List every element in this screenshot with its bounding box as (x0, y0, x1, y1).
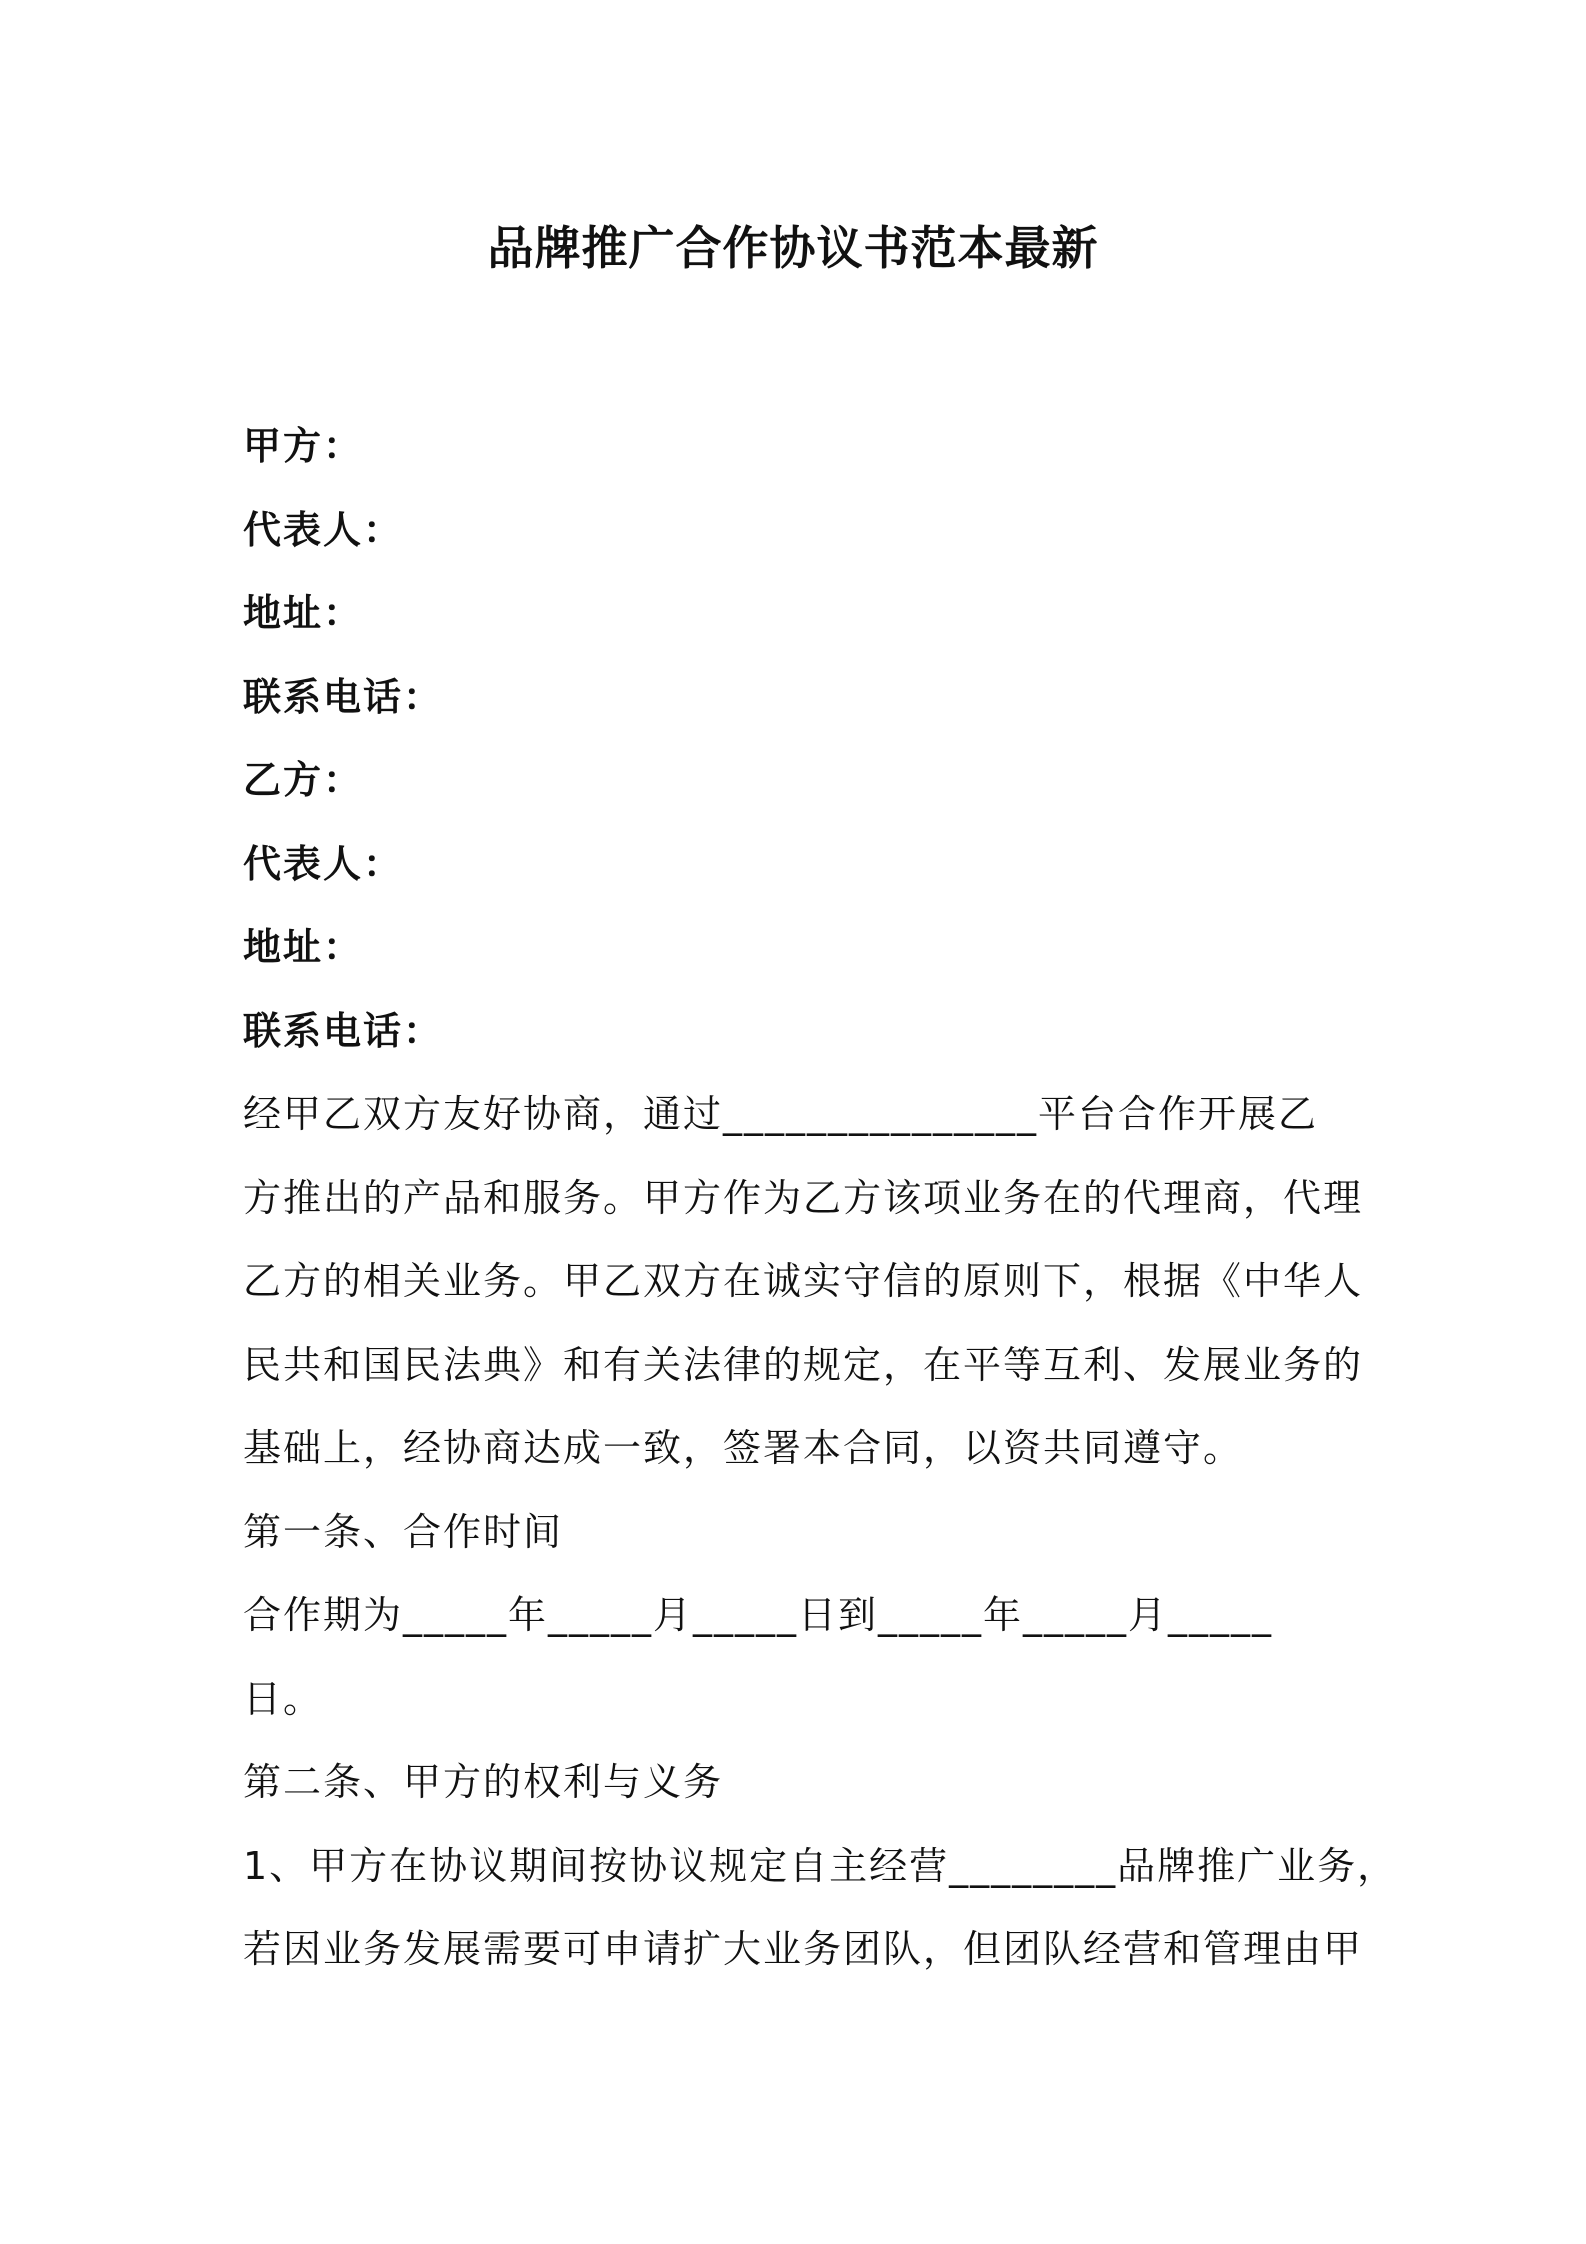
document-body (243, 405, 1398, 1992)
article1-line: 日。 (243, 1676, 324, 1721)
intro-line: 民共和国民法典》和有关法律的规定，在平等互利、发展业务的 (243, 1342, 1364, 1387)
article1-line: 合作期为_____年_____月_____日到_____年_____月_____ (243, 1593, 1274, 1637)
party-b-name-label: 乙方： (243, 758, 364, 802)
party-b-representative-label: 代表人： (243, 841, 404, 886)
party-b-address-label: 地址： (243, 925, 364, 969)
intro-line: 方推出的产品和服务。甲方作为乙方该项业务在的代理商，代理 (243, 1175, 1364, 1220)
intro-line: 乙方的相关业务。甲乙双方在诚实守信的原则下，根据《中华人 (243, 1259, 1364, 1303)
intro-line: 基础上，经协商达成一致，签署本合同，以资共同遵守。 (243, 1426, 1244, 1470)
intro-line: 经甲乙双方友好协商，通过_______________平台合作开展乙 (243, 1092, 1319, 1136)
article2-heading: 第二条、甲方的权利与义务 (243, 1760, 724, 1804)
article2-line: 1、甲方在协议期间按协议规定自主经营________品牌推广业务， (243, 1843, 1398, 1888)
article2-line: 若因业务发展需要可申请扩大业务团队，但团队经营和管理由甲 (243, 1927, 1364, 1971)
party-a-representative-label: 代表人： (243, 507, 404, 552)
party-a-name-label: 甲方： (243, 424, 364, 468)
article1-heading: 第一条、合作时间 (243, 1509, 564, 1554)
document-title: 品牌推广合作协议书范本最新 (487, 221, 1099, 275)
party-a-phone-label: 联系电话： (243, 674, 444, 719)
party-b-phone-label: 联系电话： (243, 1008, 444, 1053)
party-a-address-label: 地址： (243, 591, 364, 635)
